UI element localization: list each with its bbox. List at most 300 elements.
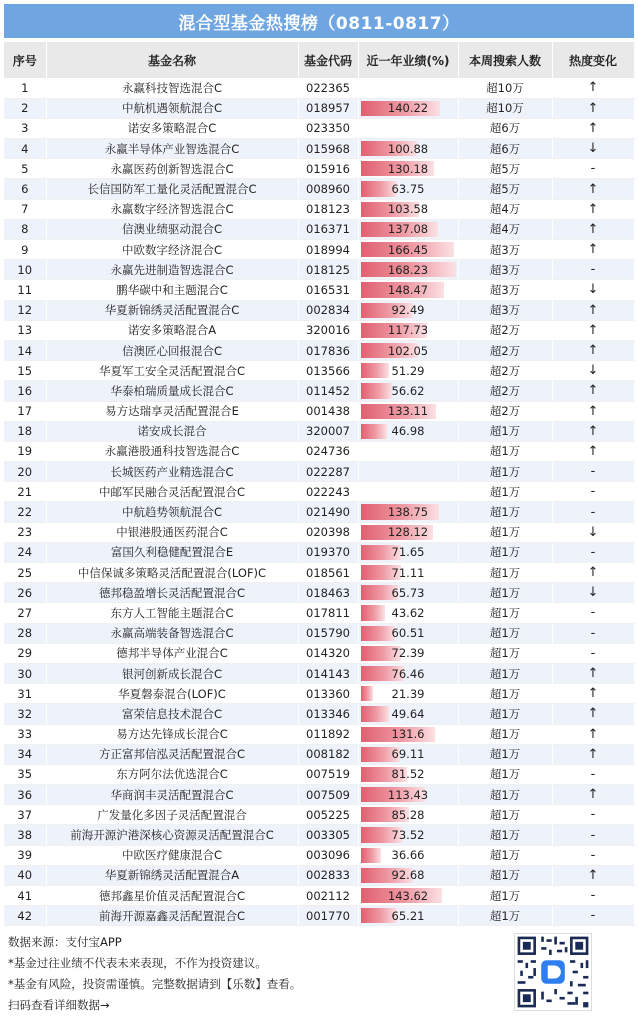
fund-code: 021490 — [298, 502, 358, 522]
row-index: 21 — [4, 482, 46, 502]
fund-code: 018463 — [298, 583, 358, 603]
annual-performance-cell — [358, 663, 458, 683]
qr-code-graphic — [515, 934, 591, 1010]
performance-value: 128.12 — [387, 525, 429, 540]
performance-value: 36.66 — [391, 848, 425, 863]
annual-performance-cell — [358, 643, 458, 663]
fund-name: 华夏磐泰混合(LOF)C — [46, 684, 298, 704]
table-row[interactable] — [4, 805, 634, 825]
performance-bar — [361, 424, 388, 439]
row-index: 28 — [4, 623, 46, 643]
trend-flat-icon: - — [552, 462, 634, 482]
row-index: 20 — [4, 462, 46, 482]
fund-name: 银河创新成长混合C — [46, 663, 298, 683]
table-row[interactable] — [4, 563, 634, 583]
annual-performance-cell — [358, 118, 458, 138]
annual-performance-cell — [358, 886, 458, 906]
table-row[interactable] — [4, 482, 634, 502]
trend-up-icon: ↑ — [552, 381, 634, 401]
fund-name: 鹏华碳中和主题混合C — [46, 280, 298, 300]
performance-bar — [361, 605, 386, 620]
table-row[interactable] — [4, 199, 634, 219]
fund-name: 易方达先锋成长混合C — [46, 724, 298, 744]
row-index: 31 — [4, 684, 46, 704]
weekly-search-count: 超2万 — [458, 320, 552, 340]
trend-up-icon: ↑ — [552, 240, 634, 260]
weekly-search-count: 超1万 — [458, 623, 552, 643]
fund-code: 003096 — [298, 845, 358, 865]
trend-up-icon: ↑ — [552, 663, 634, 683]
weekly-search-count: 超2万 — [458, 340, 552, 360]
weekly-search-count: 超2万 — [458, 401, 552, 421]
trend-flat-icon: - — [552, 260, 634, 280]
fund-name: 前海开源嘉鑫灵活配置混合C — [46, 906, 298, 926]
table-row[interactable] — [4, 522, 634, 542]
footer-notes — [8, 932, 498, 1016]
disclaimer-past-performance: *基金过往业绩不代表未来表现，不作为投资建议。 — [8, 956, 267, 970]
table-row[interactable] — [4, 744, 634, 764]
header-fund-code[interactable]: 基金代码 — [298, 42, 358, 78]
fund-name: 中航趋势领航混合C — [46, 502, 298, 522]
trend-flat-icon: - — [552, 603, 634, 623]
fund-code: 011452 — [298, 381, 358, 401]
table-row[interactable] — [4, 441, 634, 461]
annual-performance-cell — [358, 361, 458, 381]
annual-performance-cell — [358, 219, 458, 239]
trend-flat-icon: - — [552, 805, 634, 825]
row-index: 16 — [4, 381, 46, 401]
weekly-search-count: 超1万 — [458, 643, 552, 663]
fund-code: 014320 — [298, 643, 358, 663]
trend-down-icon: ↓ — [552, 522, 634, 542]
fund-code: 023350 — [298, 118, 358, 138]
annual-performance-cell — [358, 401, 458, 421]
fund-code: 013360 — [298, 684, 358, 704]
performance-bar — [361, 383, 393, 398]
fund-name: 东方阿尔法优选混合C — [46, 764, 298, 784]
fund-code: 008182 — [298, 744, 358, 764]
weekly-search-count: 超4万 — [458, 199, 552, 219]
weekly-search-count: 超1万 — [458, 865, 552, 885]
fund-name: 诺安成长混合 — [46, 421, 298, 441]
annual-performance-cell — [358, 240, 458, 260]
row-index: 33 — [4, 724, 46, 744]
table-row[interactable] — [4, 764, 634, 784]
annual-performance-cell — [358, 320, 458, 340]
fund-code: 002834 — [298, 300, 358, 320]
fund-name: 信澳匠心回报混合C — [46, 340, 298, 360]
table-body — [4, 78, 634, 926]
trend-up-icon: ↑ — [552, 421, 634, 441]
trend-up-icon: ↑ — [552, 340, 634, 360]
fund-name: 中银港股通医药混合C — [46, 522, 298, 542]
annual-performance-cell — [358, 845, 458, 865]
table-row[interactable] — [4, 219, 634, 239]
annual-performance-cell — [358, 805, 458, 825]
table-row[interactable] — [4, 340, 634, 360]
trend-up-icon: ↑ — [552, 118, 634, 138]
fund-name: 德邦稳盈增长灵活配置混合C — [46, 583, 298, 603]
row-index: 42 — [4, 906, 46, 926]
annual-performance-cell — [358, 744, 458, 764]
fund-name: 永赢数字经济智选混合C — [46, 199, 298, 219]
table-row[interactable] — [4, 785, 634, 805]
table-row[interactable] — [4, 300, 634, 320]
performance-value: 138.75 — [387, 505, 429, 520]
fund-code: 022365 — [298, 78, 358, 98]
row-index: 7 — [4, 199, 46, 219]
performance-bar — [361, 848, 382, 863]
row-index: 24 — [4, 542, 46, 562]
annual-performance-cell — [358, 98, 458, 118]
weekly-search-count: 超1万 — [458, 906, 552, 926]
trend-flat-icon: - — [552, 502, 634, 522]
fund-code: 018561 — [298, 563, 358, 583]
performance-value: 113.43 — [387, 787, 429, 802]
weekly-search-count: 超5万 — [458, 179, 552, 199]
trend-up-icon: ↑ — [552, 563, 634, 583]
fund-code: 016371 — [298, 219, 358, 239]
performance-value: 49.64 — [391, 706, 425, 721]
row-index: 36 — [4, 785, 46, 805]
table-row[interactable] — [4, 462, 634, 482]
table-row[interactable] — [4, 663, 634, 683]
performance-value: 102.05 — [387, 343, 429, 358]
fund-name: 富荣信息技术混合C — [46, 704, 298, 724]
annual-performance-cell — [358, 421, 458, 441]
trend-flat-icon: - — [552, 482, 634, 502]
weekly-search-count: 超1万 — [458, 825, 552, 845]
weekly-search-count: 超1万 — [458, 845, 552, 865]
weekly-search-count: 超1万 — [458, 684, 552, 704]
annual-performance-cell — [358, 482, 458, 502]
row-index: 41 — [4, 886, 46, 906]
fund-code: 320007 — [298, 421, 358, 441]
fund-code: 013346 — [298, 704, 358, 724]
row-index: 17 — [4, 401, 46, 421]
trend-up-icon: ↑ — [552, 199, 634, 219]
trend-up-icon: ↑ — [552, 98, 634, 118]
fund-name: 华商润丰灵活配置混合C — [46, 785, 298, 805]
row-index: 25 — [4, 563, 46, 583]
weekly-search-count: 超1万 — [458, 704, 552, 724]
performance-value: 103.58 — [387, 202, 429, 217]
header-annual-performance[interactable]: 近一年业绩(%) — [358, 42, 458, 78]
row-index: 15 — [4, 361, 46, 381]
table-row[interactable] — [4, 280, 634, 300]
table-row[interactable] — [4, 118, 634, 138]
fund-code: 024736 — [298, 441, 358, 461]
row-index: 27 — [4, 603, 46, 623]
fund-name: 信澳业绩驱动混合C — [46, 219, 298, 239]
performance-value: 92.49 — [391, 303, 425, 318]
weekly-search-count: 超1万 — [458, 805, 552, 825]
performance-bar — [361, 626, 395, 641]
row-index: 4 — [4, 139, 46, 159]
weekly-search-count: 超1万 — [458, 724, 552, 744]
fund-code: 020398 — [298, 522, 358, 542]
row-index: 12 — [4, 300, 46, 320]
fund-name: 永赢高端装备智选混合C — [46, 623, 298, 643]
table-row[interactable] — [4, 684, 634, 704]
performance-value: 43.62 — [391, 605, 425, 620]
fund-code: 019370 — [298, 542, 358, 562]
performance-value: 85.28 — [391, 807, 425, 822]
fund-code: 005225 — [298, 805, 358, 825]
trend-up-icon: ↑ — [552, 744, 634, 764]
row-index: 18 — [4, 421, 46, 441]
data-source-text: 数据来源：支付宝APP — [8, 935, 122, 949]
performance-value: 63.75 — [391, 182, 425, 197]
weekly-search-count: 超1万 — [458, 462, 552, 482]
table-row[interactable] — [4, 583, 634, 603]
row-index: 23 — [4, 522, 46, 542]
fund-code: 018123 — [298, 199, 358, 219]
row-index: 14 — [4, 340, 46, 360]
annual-performance-cell — [358, 300, 458, 320]
trend-flat-icon: - — [552, 542, 634, 562]
weekly-search-count: 超3万 — [458, 300, 552, 320]
performance-value: 140.22 — [387, 101, 429, 116]
fund-code: 320016 — [298, 320, 358, 340]
fund-name: 前海开源沪港深核心资源灵活配置混合C — [46, 825, 298, 845]
annual-performance-cell — [358, 381, 458, 401]
performance-value: 148.47 — [387, 282, 429, 297]
weekly-search-count: 超1万 — [458, 764, 552, 784]
table-row[interactable] — [4, 865, 634, 885]
performance-value: 92.68 — [391, 868, 425, 883]
trend-flat-icon: - — [552, 623, 634, 643]
fund-name: 德邦鑫星价值灵活配置混合C — [46, 886, 298, 906]
annual-performance-cell — [358, 825, 458, 845]
fund-code: 007509 — [298, 785, 358, 805]
table-row[interactable] — [4, 886, 634, 906]
row-index: 10 — [4, 260, 46, 280]
fund-name: 中信保诚多策略灵活配置混合(LOF)C — [46, 563, 298, 583]
weekly-search-count: 超1万 — [458, 563, 552, 583]
trend-flat-icon: - — [552, 906, 634, 926]
fund-code: 018125 — [298, 260, 358, 280]
annual-performance-cell — [358, 724, 458, 744]
weekly-search-count: 超10万 — [458, 98, 552, 118]
trend-up-icon: ↑ — [552, 320, 634, 340]
performance-value: 46.98 — [391, 424, 425, 439]
table-row[interactable] — [4, 139, 634, 159]
table-row[interactable] — [4, 603, 634, 623]
weekly-search-count: 超1万 — [458, 502, 552, 522]
trend-up-icon: ↑ — [552, 401, 634, 421]
row-index: 38 — [4, 825, 46, 845]
weekly-search-count: 超5万 — [458, 159, 552, 179]
weekly-search-count: 超1万 — [458, 522, 552, 542]
header-weekly-searches[interactable]: 本周搜索人数 — [458, 42, 552, 78]
weekly-search-count: 超3万 — [458, 260, 552, 280]
performance-value: 21.39 — [391, 686, 425, 701]
fund-name: 广发量化多因子灵活配置混合 — [46, 805, 298, 825]
performance-value: 65.73 — [391, 585, 425, 600]
trend-down-icon: ↓ — [552, 139, 634, 159]
table-row[interactable] — [4, 502, 634, 522]
table-row[interactable] — [4, 159, 634, 179]
fund-name: 方正富邦信泓灵活配置混合C — [46, 744, 298, 764]
fund-code: 015790 — [298, 623, 358, 643]
fund-code: 022287 — [298, 462, 358, 482]
trend-flat-icon: - — [552, 825, 634, 845]
fund-code: 007519 — [298, 764, 358, 784]
row-index: 39 — [4, 845, 46, 865]
performance-value: 71.65 — [391, 545, 425, 560]
fund-name: 华夏新锦绣灵活配置混合A — [46, 865, 298, 885]
performance-value: 51.29 — [391, 363, 425, 378]
annual-performance-cell — [358, 623, 458, 643]
table-row[interactable] — [4, 704, 634, 724]
performance-value: 117.73 — [387, 323, 429, 338]
table-row[interactable] — [4, 240, 634, 260]
row-index: 2 — [4, 98, 46, 118]
table-row[interactable] — [4, 381, 634, 401]
row-index: 3 — [4, 118, 46, 138]
table-row[interactable] — [4, 179, 634, 199]
fund-name: 长信国防军工量化灵活配置混合C — [46, 179, 298, 199]
trend-flat-icon: - — [552, 643, 634, 663]
trend-up-icon: ↑ — [552, 684, 634, 704]
table-row[interactable] — [4, 401, 634, 421]
row-index: 13 — [4, 320, 46, 340]
annual-performance-cell — [358, 704, 458, 724]
annual-performance-cell — [358, 785, 458, 805]
fund-name: 中欧医疗健康混合C — [46, 845, 298, 865]
row-index: 35 — [4, 764, 46, 784]
row-index: 9 — [4, 240, 46, 260]
trend-flat-icon: - — [552, 764, 634, 784]
fund-code: 016531 — [298, 280, 358, 300]
weekly-search-count: 超1万 — [458, 785, 552, 805]
performance-value: 81.52 — [391, 767, 425, 782]
weekly-search-count: 超1万 — [458, 542, 552, 562]
annual-performance-cell — [358, 78, 458, 98]
fund-table — [4, 42, 635, 926]
row-index: 40 — [4, 865, 46, 885]
fund-code: 014143 — [298, 663, 358, 683]
table-row[interactable] — [4, 361, 634, 381]
fund-name: 中航机遇领航混合C — [46, 98, 298, 118]
trend-flat-icon: - — [552, 159, 634, 179]
table-row[interactable] — [4, 421, 634, 441]
row-index: 30 — [4, 663, 46, 683]
annual-performance-cell — [358, 179, 458, 199]
performance-value: 56.62 — [391, 383, 425, 398]
fund-code: 001770 — [298, 906, 358, 926]
performance-bar — [361, 363, 390, 378]
fund-name: 东方人工智能主题混合C — [46, 603, 298, 623]
fund-name: 诺安多策略混合A — [46, 320, 298, 340]
annual-performance-cell — [358, 441, 458, 461]
table-row[interactable] — [4, 98, 634, 118]
table-row[interactable] — [4, 542, 634, 562]
performance-bar — [361, 686, 373, 701]
fund-code: 002112 — [298, 886, 358, 906]
disclaimer-risk: *基金有风险，投资需谨慎。完整数据请到【乐数】查看。 — [8, 977, 302, 991]
weekly-search-count: 超4万 — [458, 219, 552, 239]
table-row[interactable] — [4, 724, 634, 744]
trend-up-icon: ↑ — [552, 785, 634, 805]
table-row[interactable] — [4, 906, 634, 926]
weekly-search-count: 超3万 — [458, 240, 552, 260]
annual-performance-cell — [358, 340, 458, 360]
trend-flat-icon: - — [552, 886, 634, 906]
weekly-search-count: 超6万 — [458, 118, 552, 138]
trend-up-icon: ↑ — [552, 219, 634, 239]
trend-up-icon: ↑ — [552, 179, 634, 199]
performance-value: 143.62 — [387, 888, 429, 903]
performance-value: 65.21 — [391, 908, 425, 923]
header-index[interactable]: 序号 — [4, 42, 46, 78]
table-row[interactable] — [4, 260, 634, 280]
header-heat-change[interactable]: 热度变化 — [552, 42, 634, 78]
table-row[interactable] — [4, 825, 634, 845]
row-index: 37 — [4, 805, 46, 825]
weekly-search-count: 超1万 — [458, 663, 552, 683]
performance-value: 130.18 — [387, 161, 429, 176]
table-row[interactable] — [4, 845, 634, 865]
annual-performance-cell — [358, 865, 458, 885]
fund-name: 永赢科技智选混合C — [46, 78, 298, 98]
header-fund-name[interactable]: 基金名称 — [46, 42, 298, 78]
table-row[interactable] — [4, 78, 634, 98]
annual-performance-cell — [358, 603, 458, 623]
table-row[interactable] — [4, 623, 634, 643]
annual-performance-cell — [358, 542, 458, 562]
qr-code-icon[interactable] — [514, 933, 592, 1011]
fund-name: 德邦半导体产业混合C — [46, 643, 298, 663]
fund-code: 002833 — [298, 865, 358, 885]
table-header-row — [4, 42, 634, 78]
performance-value: 60.51 — [391, 626, 425, 641]
annual-performance-cell — [358, 280, 458, 300]
trend-up-icon: ↑ — [552, 865, 634, 885]
fund-name: 长城医药产业精选混合C — [46, 462, 298, 482]
annual-performance-cell — [358, 906, 458, 926]
trend-up-icon: ↑ — [552, 704, 634, 724]
row-index: 11 — [4, 280, 46, 300]
fund-code: 011892 — [298, 724, 358, 744]
weekly-search-count: 超1万 — [458, 441, 552, 461]
trend-up-icon: ↑ — [552, 78, 634, 98]
table-row[interactable] — [4, 320, 634, 340]
weekly-search-count: 超1万 — [458, 603, 552, 623]
fund-code: 018994 — [298, 240, 358, 260]
fund-name: 永赢半导体产业智选混合C — [46, 139, 298, 159]
fund-name: 永赢先进制造智选混合C — [46, 260, 298, 280]
fund-name: 诺安多策略混合C — [46, 118, 298, 138]
trend-up-icon: ↑ — [552, 300, 634, 320]
fund-code: 022243 — [298, 482, 358, 502]
fund-code: 017811 — [298, 603, 358, 623]
performance-value: 166.45 — [387, 242, 429, 257]
fund-name: 中邮军民融合灵活配置混合C — [46, 482, 298, 502]
performance-value: 131.6 — [391, 727, 425, 742]
performance-value: 168.23 — [387, 262, 429, 277]
table-row[interactable] — [4, 643, 634, 663]
scan-hint-text: 扫码查看详细数据→ — [8, 998, 110, 1012]
fund-code: 015968 — [298, 139, 358, 159]
trend-down-icon: ↓ — [552, 280, 634, 300]
annual-performance-cell — [358, 684, 458, 704]
fund-name: 易方达瑞享灵活配置混合E — [46, 401, 298, 421]
row-index: 1 — [4, 78, 46, 98]
weekly-search-count: 超10万 — [458, 78, 552, 98]
performance-value: 69.11 — [391, 747, 425, 762]
